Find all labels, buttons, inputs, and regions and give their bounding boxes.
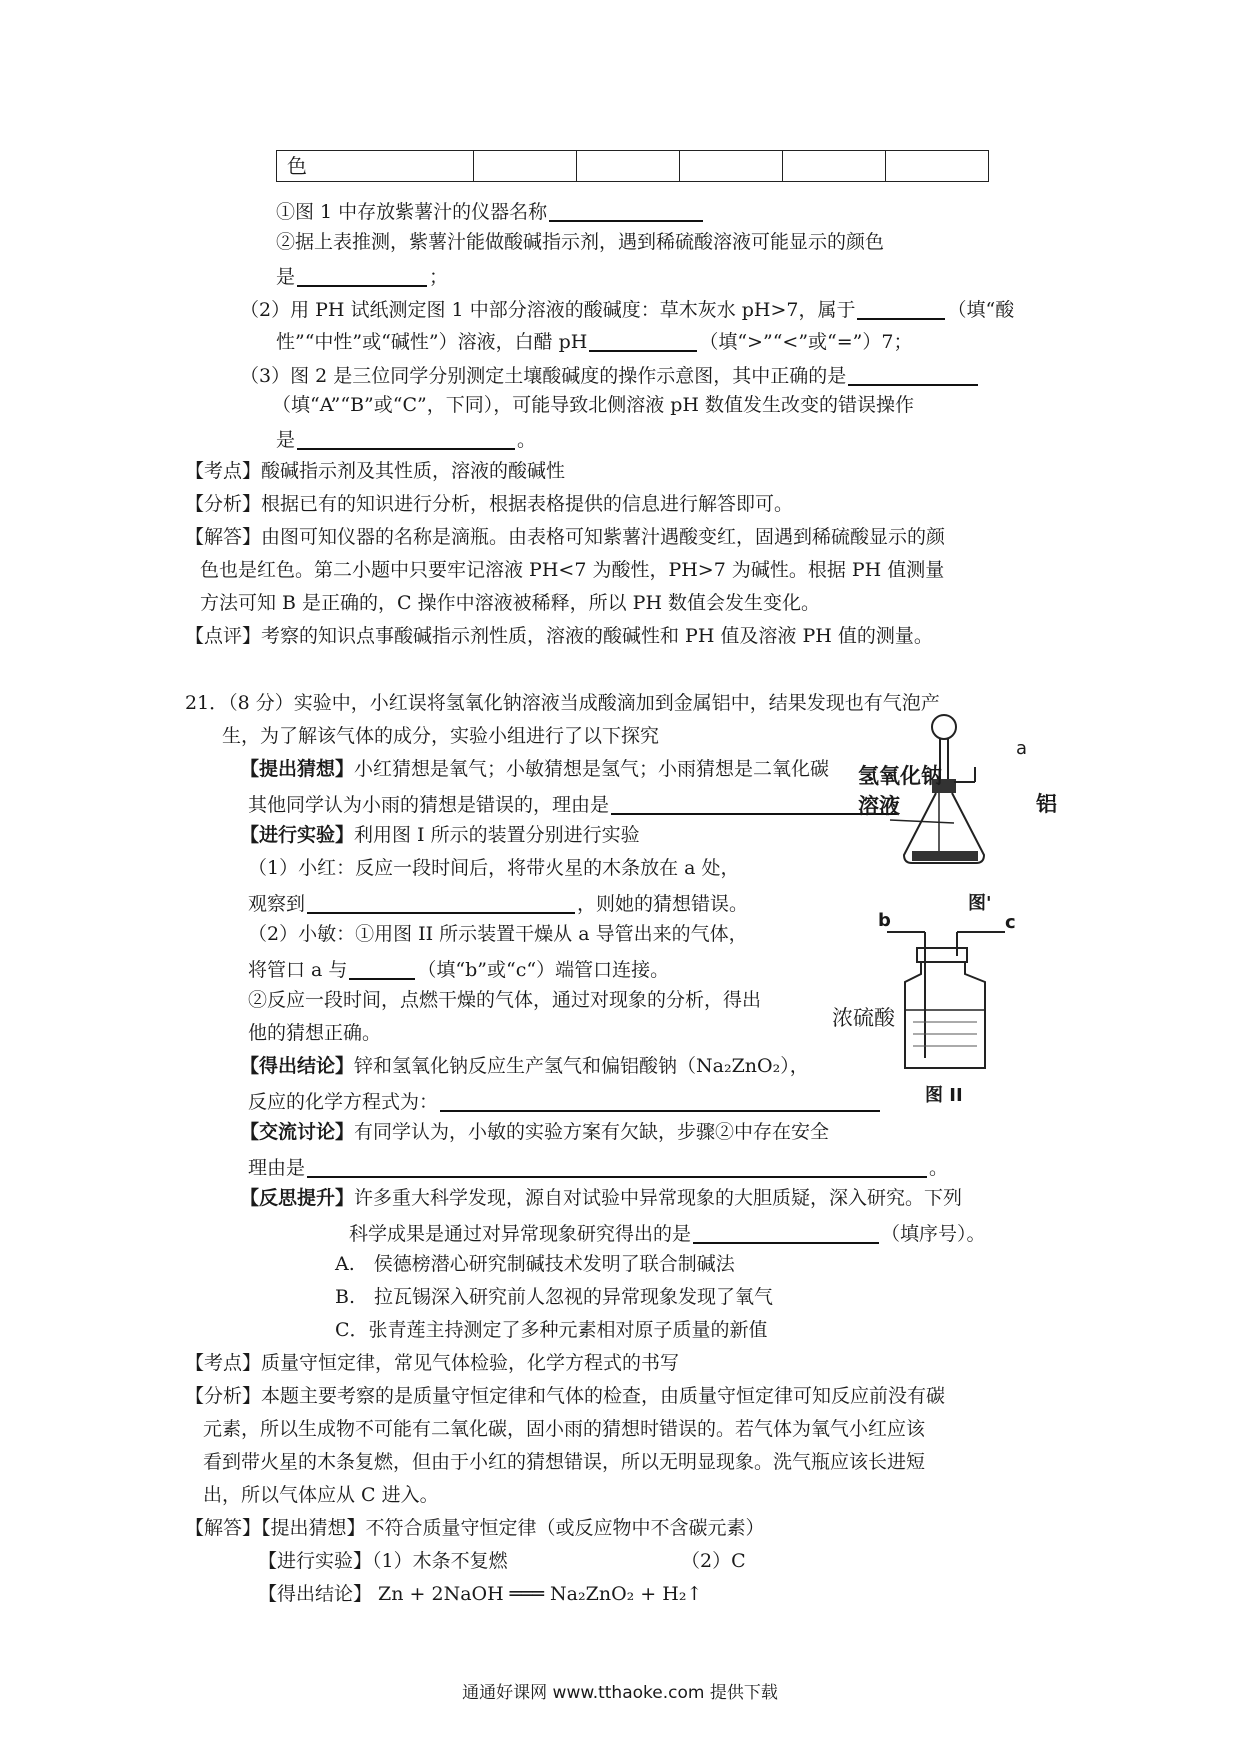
figure-2 [885,918,1015,1083]
table-cell [474,151,577,182]
answer-blank [297,265,427,287]
label-conc-sulfuric-acid: 浓硫酸 [832,1006,895,1030]
section-label: 【提出猜想】 [240,758,355,780]
q21-fansi-2: 科学成果是通过对异常现象研究得出的是 （填序号）。 [349,1223,986,1245]
q20-jieda-1: 【解答】由图可知仪器的名称是滴瓶。由表格可知紫薯汁遇酸变红，固遇到稀硫酸显示的颜 [185,526,946,548]
answer-blank [589,330,697,352]
q21-jinxing: 【进行实验】利用图 I 所示的装置分别进行实验 [240,824,640,846]
figure-2-caption: 图 II [925,1085,963,1106]
table-row [277,151,989,182]
q21-fansi: 【反思提升】许多重大科学发现，源自对试验中异常现象的大胆质疑，深入研究。下列 [240,1187,963,1209]
table-cell [577,151,680,182]
table-cell [886,151,989,182]
q21-s2-c: ②反应一段时间，点燃干燥的气体，通过对现象的分析，得出 [248,989,762,1011]
q20-dianping: 【点评】考察的知识点事酸碱指示剂性质，溶液的酸碱性和 PH 值及溶液 PH 值的测量。 [185,625,933,647]
q21-s1-b: 观察到 ，则她的猜想错误。 [248,893,749,915]
section-label: 【进行实验】 [240,824,355,846]
data-table [276,150,989,182]
label-aluminum: 铝 [1036,792,1057,816]
q21-jiaoliu-2: 理由是 。 [248,1157,949,1179]
answer-blank [857,298,945,320]
q20-jieda-2: 色也是红色。第二小题中只要牢记溶液 PH<7 为酸性，PH>7 为碱性。根据 PH 值测量 [200,559,945,581]
q21-s2-b: 将管口 a 与 （填“b”或“c“）端管口连接。 [248,959,670,981]
table-cell: 色 [277,151,474,182]
q21-fenxi-3: 看到带火星的木条复燃，但由于小红的猜想错误，所以无明显现象。洗气瓶应该长进短 [203,1451,926,1473]
answer-blank [307,1156,927,1178]
label-a: a [1016,738,1028,759]
table-cell [783,151,886,182]
answer-blank [693,1222,879,1244]
answer-blank [307,892,575,914]
section-label: 【交流讨论】 [240,1121,355,1143]
wash-bottle-diagram [885,918,1015,1083]
q21-jieda-3: 【得出结论】 Zn + 2NaOH ═══ Na₂ZnO₂ + H₂↑ [258,1583,703,1605]
q21-line-2: 生，为了解该气体的成分，实验小组进行了以下探究 [222,725,660,747]
label-solution-1: 氢氧化钠 [858,764,942,788]
q20-sub3-b: （填“A”“B”或“C”，下同），可能导致北侧溶液 pH 数值发生改变的错误操作 [272,394,915,416]
q21-jiaoliu: 【交流讨论】有同学认为，小敏的实验方案有欠缺，步骤②中存在安全 [240,1121,830,1143]
answer-blank [549,200,703,222]
answer-blank [349,958,415,980]
label-solution-2: 溶液 [858,794,900,818]
q20-jieda-3: 方法可知 B 是正确的，C 操作中溶液被稀释，所以 PH 数值会发生变化。 [200,592,821,614]
q20-sub1-b: ②据上表推测，紫薯汁能做酸碱指示剂，遇到稀硫酸溶液可能显示的颜色 [276,231,885,253]
table-cell [680,151,783,182]
label-b: b [878,910,891,931]
q21-caixiang: 【提出猜想】小红猜想是氧气；小敏猜想是氢气；小雨猜想是二氧化碳 [240,758,830,780]
q21-jieda-2b: （2）C [681,1550,746,1572]
q21-option-c: C．张青莲主持测定了多种元素相对原子质量的新值 [335,1319,768,1341]
q21-fenxi-4: 出，所以气体应从 C 进入。 [203,1484,439,1506]
q20-sub3-a: （3）图 2 是三位同学分别测定土壤酸碱度的操作示意图，其中正确的是 [240,364,980,386]
answer-blank [297,428,515,450]
q21-fenxi-2: 元素，所以生成物不可能有二氧化碳，固小雨的猜想时错误的。若气体为氧气小红应该 [203,1418,926,1440]
q20-fenxi: 【分析】根据已有的知识进行分析，根据表格提供的信息进行解答即可。 [185,493,794,515]
section-label: 【反思提升】 [240,1187,355,1209]
q21-kaodian: 【考点】质量守恒定律，常见气体检验，化学方程式的书写 [185,1352,680,1374]
q21-line-1: 21．（8 分）实验中，小红误将氢氧化钠溶液当成酸滴加到金属铝中，结果发现也有气泡产 [185,692,940,714]
q20-sub1-c: 是 ； [276,266,449,288]
answer-blank [848,364,978,386]
q21-caixiang-2: 其他同学认为小雨的猜想是错误的，理由是 [248,793,899,815]
q20-sub1-a: ①图 1 中存放紫薯汁的仪器名称 [276,200,705,222]
q20-kaodian: 【考点】酸碱指示剂及其性质，溶液的酸碱性 [185,460,566,482]
q21-dechu-2: 反应的化学方程式为： [248,1090,882,1112]
answer-blank [440,1090,880,1112]
q21-s1-a: （1）小红：反应一段时间后，将带火星的木条放在 a 处， [248,857,740,879]
q21-s2-a: （2）小敏：①用图 II 所示装置干燥从 a 导管出来的气体， [248,923,748,945]
q21-option-a: A. 侯德榜潜心研究制碱技术发明了联合制碱法 [335,1253,735,1275]
q21-s2-d: 他的猜想正确。 [248,1022,382,1044]
page-footer: 通通好课网 www.tthaoke.com 提供下载 [462,1683,778,1703]
q20-sub3-c: 是 。 [276,429,537,451]
section-label: 【得出结论】 [240,1055,355,1077]
q21-jieda-2a: 【进行实验】（1）木条不复燃 [258,1550,508,1572]
q20-sub2-a: （2）用 PH 试纸测定图 1 中部分溶液的酸碱度：草木灰水 pH>7，属于 （填“酸 [240,299,1015,321]
figure-1-caption: 图' [968,893,992,914]
q21-dechu: 【得出结论】锌和氢氧化钠反应生产氢气和偏铝酸钠（Na₂ZnO₂）， [240,1055,809,1077]
label-c: c [1005,912,1016,933]
q21-option-b: B. 拉瓦锡深入研究前人忽视的异常现象发现了氧气 [335,1286,774,1308]
answer-blank [611,793,897,815]
q21-fenxi-1: 【分析】本题主要考察的是质量守恒定律和气体的检查，由质量守恒定律可知反应前没有碳 [185,1385,946,1407]
q20-sub2-b: 性”“中性”或“碱性”）溶液，白醋 pH （填“>”“<”或“=”）7； [276,331,913,353]
q21-jieda-1: 【解答】【提出猜想】不符合质量守恒定律（或反应物中不含碳元素） [185,1517,765,1539]
